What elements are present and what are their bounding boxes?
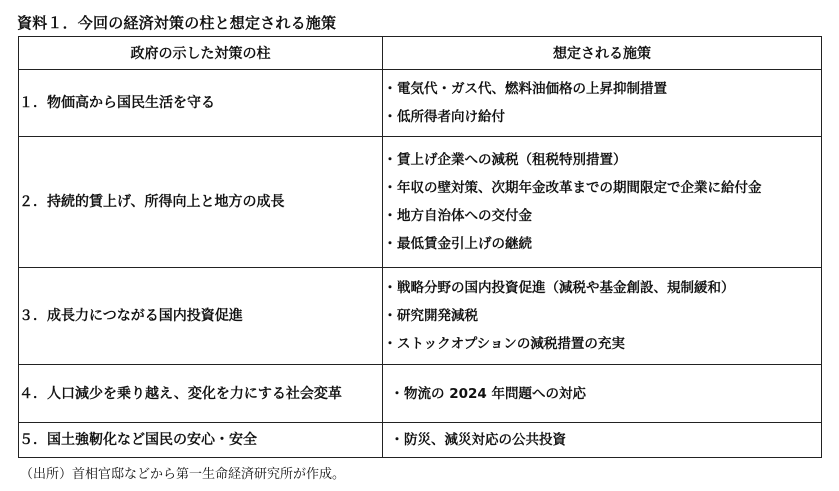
bullet-icon: ・ <box>383 109 397 125</box>
measure-item <box>383 174 821 202</box>
measure-text: 物流の 2024 年問題への対応 <box>404 385 586 402</box>
measures-cell <box>383 365 822 423</box>
table-row <box>19 137 822 268</box>
pillar-cell: １．物価高から国民生活を守る <box>19 70 383 137</box>
measure-item <box>383 103 821 131</box>
bullet-icon: ・ <box>383 308 397 324</box>
policy-table <box>18 36 822 458</box>
document-title: 資料１．今回の経済対策の柱と想定される施策 <box>17 14 337 32</box>
measure-item <box>383 230 821 258</box>
measure-item <box>390 426 821 454</box>
measure-text: 地方自治体への交付金 <box>397 208 532 224</box>
pillar-cell: ３．成長力につながる国内投資促進 <box>19 268 383 365</box>
measure-item <box>383 302 821 330</box>
measure-text: ストックオプションの減税措置の充実 <box>397 336 625 352</box>
measure-text: 年収の壁対策、次期年金改革までの期間限定で企業に給付金 <box>397 180 762 196</box>
measure-text: 賃上げ企業への減税（租税特別措置） <box>397 152 627 168</box>
table-row <box>19 423 822 458</box>
measures-cell <box>383 423 822 458</box>
measure-text: 戦略分野の国内投資促進（減税や基金創設、規制緩和） <box>397 280 735 296</box>
bullet-icon: ・ <box>390 385 404 402</box>
measures-cell <box>383 137 822 268</box>
measures-cell <box>383 268 822 365</box>
bullet-icon: ・ <box>383 180 397 196</box>
bullet-icon: ・ <box>383 152 397 168</box>
measure-text: 電気代・ガス代、燃料油価格の上昇抑制措置 <box>397 81 667 97</box>
measure-text: 防災、減災対応の公共投資 <box>404 432 566 448</box>
bullet-icon: ・ <box>383 236 397 252</box>
table-row <box>19 365 822 423</box>
pillar-cell: ２．持続的賃上げ、所得向上と地方の成長 <box>19 137 383 268</box>
measure-item <box>383 146 821 174</box>
measure-item <box>383 274 821 302</box>
bullet-icon: ・ <box>383 81 397 97</box>
measure-item <box>383 330 821 358</box>
pillar-cell: ５．国土強靭化など国民の安心・安全 <box>19 423 383 458</box>
bullet-icon: ・ <box>383 336 397 352</box>
column-header-pillars: 政府の示した対策の柱 <box>19 37 383 70</box>
measure-text: 低所得者向け給付 <box>397 109 505 125</box>
measures-cell <box>383 70 822 137</box>
pillar-cell: ４．人口減少を乗り越え、変化を力にする社会変革 <box>19 365 383 423</box>
source-note: （出所）首相官邸などから第一生命経済研究所が作成。 <box>20 467 346 482</box>
table-header-row <box>19 37 822 70</box>
measure-text: 最低賃金引上げの継続 <box>397 236 532 252</box>
measure-text: 研究開発減税 <box>397 308 478 324</box>
bullet-icon: ・ <box>383 208 397 224</box>
table-row <box>19 70 822 137</box>
bullet-icon: ・ <box>390 432 404 448</box>
column-header-measures: 想定される施策 <box>383 37 822 70</box>
table-row <box>19 268 822 365</box>
measure-item <box>383 75 821 103</box>
measure-item <box>383 202 821 230</box>
bullet-icon: ・ <box>383 280 397 296</box>
measure-item <box>390 380 821 408</box>
